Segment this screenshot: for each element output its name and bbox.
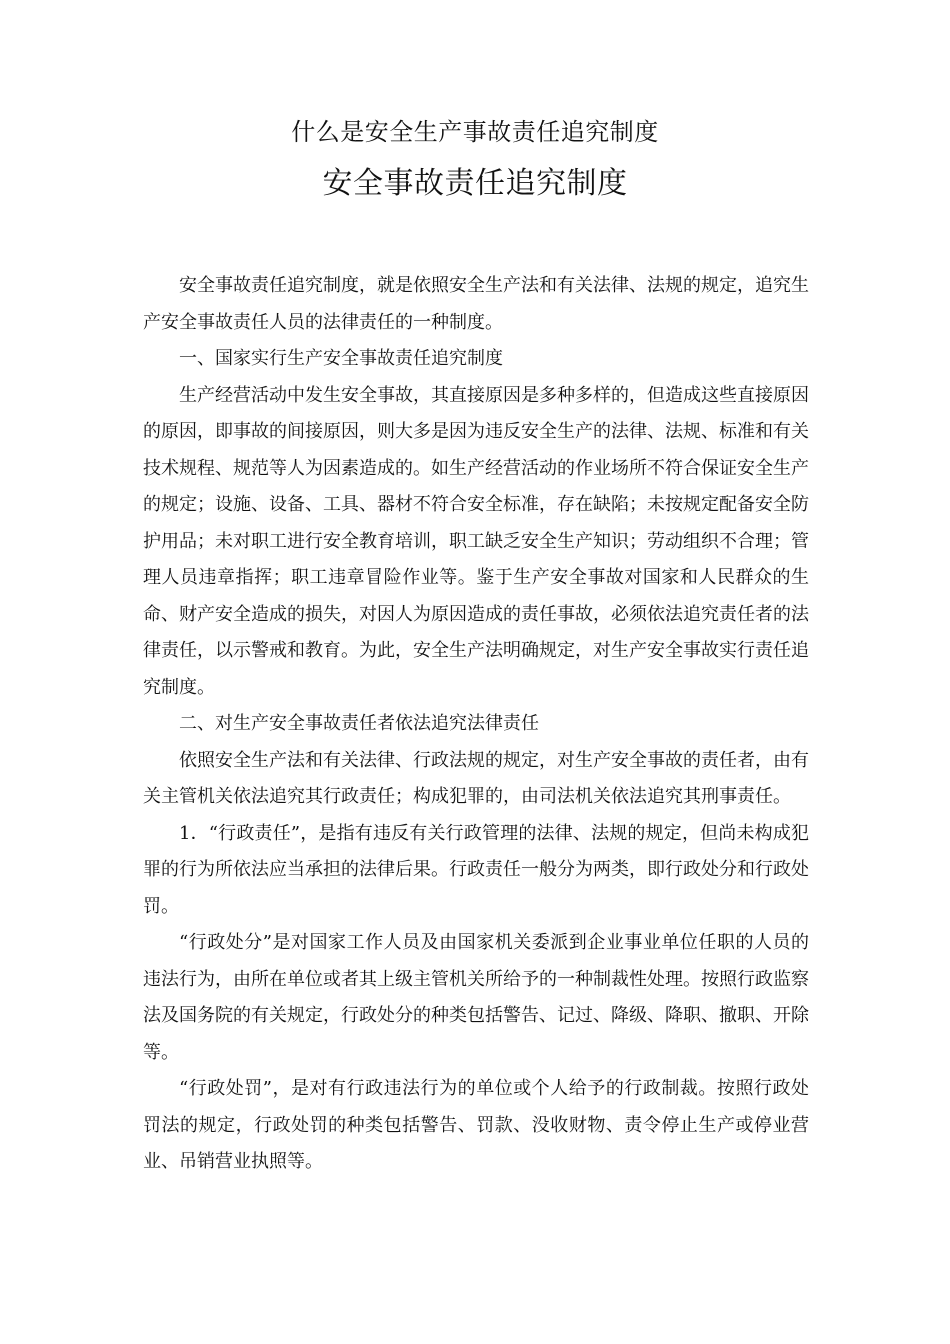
paragraph-administrative-liability: 1．“行政责任”，是指有违反有关行政管理的法律、法规的规定，但尚未构成犯罪的行为所依法应当承担的法律后果。行政责任一般分为两类，即行政处分和行政处罚。 (143, 822, 809, 917)
title-block (0, 112, 950, 210)
section-heading-2: 二、对生产安全事故责任者依法追究法律责任 (179, 713, 539, 734)
paragraph-administrative-sanction: “行政处分”是对国家工作人员及由国家机关委派到企业事业单位任职的人员的违法行为，由所在单位或者其上级主管机关所给予的一种制裁性处理。按照行政监察法及国务院的有关规定，行政处分的种类包括警告、记过、降级、降职、撤职、开除等。 (143, 932, 809, 1063)
paragraph-section-1: 生产经营活动中发生安全事故，其直接原因是多种多样的，但造成这些直接原因的原因，即事故的间接原因，则大多是因为违反安全生产的法律、法规、标准和有关技术规程、规范等人为因素造成的。如生产经营活动的作业场所不符合保证安全生产的规定；设施、设备、工具、器材不符合安全标准，存在缺陷；未按规定配备安全防护用品；未对职工进行安全教育培训，职工缺乏安全生产知识；劳动组织不合理；管理人员违章指挥；职工违章冒险作业等。鉴于生产安全事故对国家和人民群众的生命、财产安全造成的损失，对因人为原因造成的责任事故，必须依法追究责任者的法律责任，以示警戒和教育。为此，安全生产法明确规定，对生产安全事故实行责任追究制度。 (143, 384, 809, 698)
paragraph-intro: 安全事故责任追究制度，就是依照安全生产法和有关法律、法规的规定，追究生产安全事故责任人员的法律责任的一种制度。 (143, 275, 809, 333)
document-body (143, 268, 809, 1181)
section-heading-1: 一、国家实行生产安全事故责任追究制度 (179, 348, 503, 369)
document-title-line-1: 什么是安全生产事故责任追究制度 (291, 118, 659, 146)
paragraph-section-2: 依照安全生产法和有关法律、行政法规的规定，对生产安全事故的责任者，由有关主管机关依法追究其行政责任；构成犯罪的，由司法机关依法追究其刑事责任。 (143, 749, 809, 807)
document-title-main: 安全事故责任追究制度 (322, 166, 628, 201)
paragraph-administrative-penalty: “行政处罚”，是对有行政违法行为的单位或个人给予的行政制裁。按照行政处罚法的规定，行政处罚的种类包括警告、罚款、没收财物、责令停止生产或停业营业、吊销营业执照等。 (143, 1078, 809, 1172)
